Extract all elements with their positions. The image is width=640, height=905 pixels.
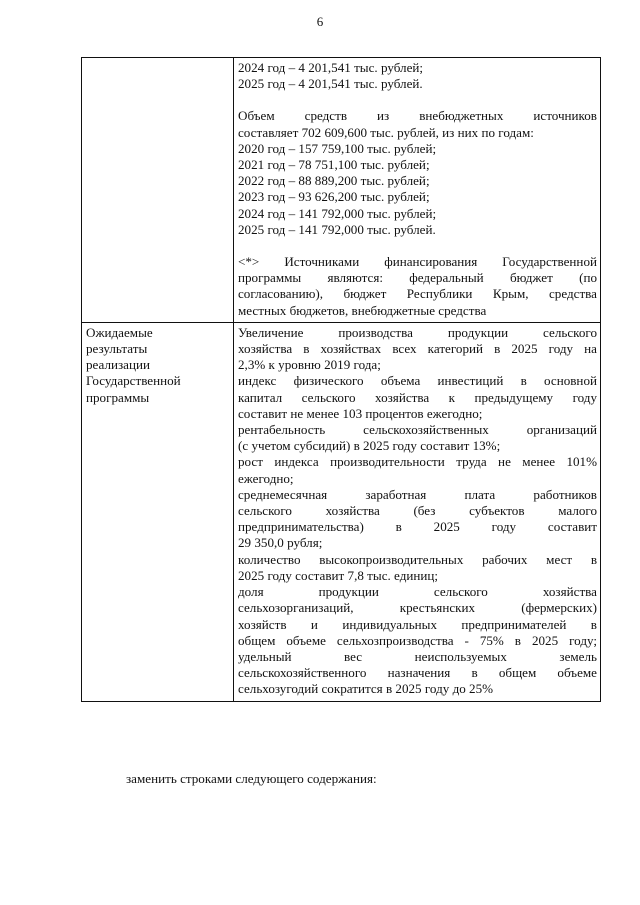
text-line: среднемесячная заработная плата работников bbox=[238, 486, 597, 502]
text-line: удельный вес неиспользуемых земель bbox=[238, 648, 597, 664]
text-line: Объем средств из внебюджетных источников bbox=[238, 108, 597, 124]
text-line: предпринимательства) в 2025 году составит bbox=[238, 519, 597, 535]
table-row bbox=[82, 322, 601, 701]
text-line: 2022 год – 88 889,200 тыс. рублей; bbox=[238, 173, 430, 189]
text-line: доля продукции сельского хозяйства bbox=[238, 584, 597, 600]
text-line: 2024 год – 4 201,541 тыс. рублей; bbox=[238, 60, 424, 75]
closing-text: заменить строками следующего содержания: bbox=[126, 771, 377, 786]
row-label-line: Ожидаемые bbox=[86, 324, 153, 340]
row-label-line: реализации bbox=[86, 357, 150, 373]
text-line: индекс физического объема инвестиций в основной bbox=[238, 373, 597, 389]
row-label-line: Государственной bbox=[86, 373, 181, 389]
text-line: хозяйства в хозяйствах всех категорий в 2025 году на bbox=[238, 341, 597, 357]
page-number: 6 bbox=[316, 14, 324, 29]
text-line: рентабельность сельскохозяйственных организаций bbox=[238, 422, 597, 438]
text-line: программы являются: федеральный бюджет (по bbox=[238, 270, 597, 286]
program-table bbox=[81, 57, 601, 702]
text-line: ежегодно; bbox=[238, 470, 294, 486]
row-label-line: программы bbox=[86, 389, 150, 405]
text-line: рост индекса производительности труда не менее 101% bbox=[238, 454, 597, 470]
text-line: 2020 год – 157 759,100 тыс. рублей; bbox=[238, 140, 437, 156]
table-row bbox=[82, 58, 601, 323]
text-line: сельского хозяйства (без субъектов малого bbox=[238, 503, 597, 519]
text-line: общем объеме сельхозпроизводства - 75% в 2025 году; bbox=[238, 632, 597, 648]
row-value-cell bbox=[234, 322, 601, 701]
text-line: капитал сельского хозяйства к предыдущему году bbox=[238, 389, 597, 405]
text-line: согласованию), бюджет Республики Крым, средства bbox=[238, 286, 597, 302]
text-line: 2025 год – 141 792,000 тыс. рублей. bbox=[238, 221, 436, 237]
row-label-line: результаты bbox=[86, 341, 148, 357]
text-line: 2025 году составит 7,8 тыс. единиц; bbox=[238, 567, 439, 583]
row-value-cell bbox=[234, 58, 601, 323]
text-line: 2021 год – 78 751,100 тыс. рублей; bbox=[238, 157, 430, 173]
text-line: составит не менее 103 процентов ежегодно; bbox=[238, 405, 483, 421]
text-line: составляет 702 609,600 тыс. рублей, из них по годам: bbox=[238, 124, 534, 140]
text-line: сельскохозяйственного назначения в общем объеме bbox=[238, 665, 597, 681]
paragraph-gap bbox=[238, 92, 597, 108]
text-line: количество высокопроизводительных рабочих мест в bbox=[238, 551, 597, 567]
text-line: Увеличение производства продукции сельского bbox=[238, 324, 597, 340]
row-label-cell bbox=[82, 322, 234, 701]
text-line: 29 350,0 рубля; bbox=[238, 535, 323, 551]
text-line: 2023 год – 93 626,200 тыс. рублей; bbox=[238, 189, 430, 205]
text-line: хозяйств и индивидуальных предпринимателей в bbox=[238, 616, 597, 632]
text-line: 2024 год – 141 792,000 тыс. рублей; bbox=[238, 205, 437, 221]
paragraph-gap bbox=[238, 238, 597, 254]
text-line: 2025 год – 4 201,541 тыс. рублей. bbox=[238, 76, 423, 92]
row-label-cell bbox=[82, 58, 234, 323]
text-line: сельхозорганизаций, крестьянских (фермерских) bbox=[238, 600, 597, 616]
text-line: <*> Источниками финансирования Государственной bbox=[238, 254, 597, 270]
text-line: (с учетом субсидий) в 2025 году составит 13%; bbox=[238, 438, 501, 454]
text-line: 2,3% к уровню 2019 года; bbox=[238, 357, 381, 373]
text-line: сельхозугодий сократится в 2025 году до 25% bbox=[238, 681, 494, 697]
text-line: местных бюджетов, внебюджетные средства bbox=[238, 302, 487, 318]
